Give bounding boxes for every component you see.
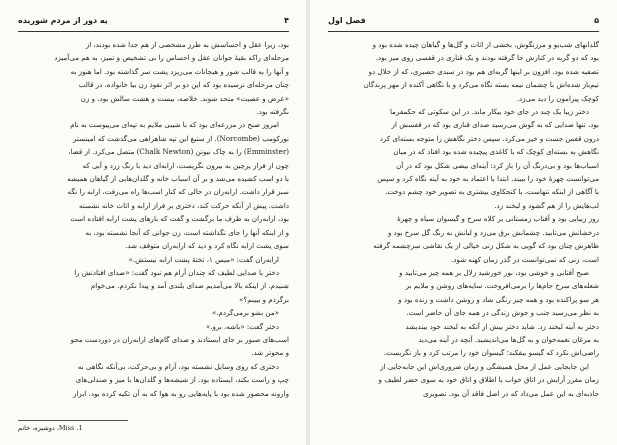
text-line: به نظر می‌رسید جنب و جوش زندگی در همه جای آن حاضر است. [406, 308, 599, 318]
text-line: راضی‌اش نکرد که گیسو بیفکند؛ گیسوان خود را مرتب کرد و باز نگریست. [383, 348, 599, 358]
text-line: زمان مقرر آرایش در اتاق خواب با اطلاق و اتاق خود به سوی حضر لطیف و [378, 375, 599, 385]
left-page-body [18, 38, 289, 400]
header-rule [328, 31, 599, 32]
text-line: تیم‌باز شده‌اش با چشمان نیمه بسته نگاه می‌کرد و با نگاهی آکنده از مهر پرندگان [363, 80, 599, 90]
text-line: کوچک پیرامون را دید می‌زد. [516, 93, 599, 103]
text-line: این جابجایی عمل از محل همیشگی و زمان ضروری‌اش این جابه‌جایی از [380, 361, 589, 371]
left-running-title: یه دور از مردم شوریده [18, 15, 108, 25]
text-line: دختر گفت: «باشه، برو.» [205, 321, 279, 331]
text-line: امروز صبح در مزرعه‌ای بود که با شیبی ملایم به تپه‌ای می‌پیوست به نام [70, 120, 279, 130]
right-page-header [328, 10, 599, 30]
text-line: وارونه محصور شده بود با پایه‌هایی رو به هوا که به آن تکیه کرده بود، ابزار [73, 388, 289, 398]
text-line: چون از فراز پرچین به بیرون نگریست، ارابه‌ای دید با رنگ زرد و آبی که [82, 160, 289, 170]
text-line: سوی پشت ارابه نگاه کرد و دید که ارابه‌ران متوقف شد. [125, 241, 289, 251]
text-line: «من بشو برمی‌گردم.» [211, 308, 279, 318]
text-line: دختر زیبا یک چند در جای خود بیکار ماند. در این سکوتی که حکمفرما [389, 107, 589, 117]
right-page-number: ۵ [594, 15, 599, 25]
text-line: نگاهش به بسته‌ای کوچک که با کاغذی پیچیده شده بود افتاد که در میان [393, 147, 599, 157]
text-line: شنیدم. از اینکه بالا می‌آمدیم صدای بلندی آمد و پیدا نکردم. می‌خوام [90, 281, 289, 291]
footnote: 1. Miss، دوشیزه، خانم [18, 424, 83, 432]
text-line: هر سو پراکنده بود و همه چیز رنگی شاد و روشن داشت و زنده بود و [398, 294, 599, 304]
text-line: «عرض و عصیت» متحد شوند. خلاصه، بیست و هشت سالش بود، و زن [80, 93, 289, 103]
text-line: و آنها را به قالب شور و هیجانات می‌ریزد پشت سر گذاشته بود. اما هنوز به [70, 66, 289, 76]
text-line: می‌توانست چهرهٔ خود را ببیند. ابتدا با اعتماد به خود به آینه نگاه کرد و سپس [377, 174, 599, 184]
text-line: و محوتر شد. [251, 348, 289, 358]
footnote-rule [18, 420, 128, 421]
text-line: بود، ارابه‌ران به طرف ما برگشت و گفت که بارهای پشت ارابه افتاده است [70, 214, 289, 224]
text-line: برگردم و ببینم؟» [239, 294, 289, 304]
right-page-body [328, 38, 599, 400]
text-line: بود، زیرا عقل و احساسش به طرز مشخصی از هم جدا شده بودند، از [85, 40, 289, 49]
right-page [310, 0, 617, 445]
text-line: است، زنی که نمی‌توانست در گذر زمان کهنه شود. [451, 254, 599, 264]
left-page [0, 0, 307, 445]
text-line: ظاهرش چنان بود که گویی به شکل زنی خیالی از یک نقاشی سرچشمه گرفته [373, 241, 599, 251]
text-line: مرحله‌ای راکه بقیهٔ جوانان عقل و احساس را بی تشخیص و تمیز، به هم می‌آمیزد [54, 53, 289, 63]
text-line: داشت. پیش از آنکه حرکت کند، دختری بر فراز ارابه و اثاث خانه نشسته [79, 200, 289, 210]
text-line: دختری که روی وسایل نشسته بود، آرام و بی‌حرکت، بی‌آنکه نگاهی به [77, 361, 279, 371]
text-line: با دو اسب کشیده می‌شد و بر آن اسباب خانه و گلدان‌هایی از گیاهان همیشه [67, 174, 289, 184]
text-line: لب‌هایش را از هم گشود و لبخند زد. [494, 200, 599, 210]
header-rule [18, 31, 289, 32]
text-line: اسب‌های صبور بر جای ایستادند و صدای گام‌های ارابه‌ران در دوردست محو [70, 334, 289, 344]
text-line: ارابه‌ران گفت: «میس‌ ۱، تختهٔ پشت ارابه نیستش.» [128, 254, 279, 264]
text-line: با آگاهی از اینکه تنهاست، با کنجکاوی بیشتری به تصویر خود چشم دوخت. [385, 187, 599, 197]
text-line: نگرفته بود. [256, 107, 289, 117]
text-line: به مرغان نغمه‌خوان و به گل‌ها می‌اندیشید. آنچه در آینه می‌دید [418, 334, 599, 344]
text-line: جاذبه‌ای به این عمل می‌داد که در اصل فاقد آن بود. تصویری [423, 388, 599, 398]
text-line: دختر با صدایی لطیف که چندان آرام هم نبود گفت: «صدای افتادنش را [74, 267, 279, 277]
text-line: و از اینکه آنها را جای نگذاشته است، زن جوانی که آنجا نشسته بود، به [85, 227, 289, 237]
text-line: بود، تنها صدایی که به گوش می‌رسید صدای قناری بود که در قفسش از [391, 120, 599, 130]
left-page-number: ۴ [284, 15, 289, 25]
text-line: درخشانش می‌تابید. چشمانش برق می‌زد و لبانش به رنگ گل سرخ بود و [387, 227, 599, 237]
right-running-title: فصل اول [328, 15, 366, 25]
text-line: گلدانهای شب‌بو و مرزنگوش، بخشی از اثاث و گل‌ها و گیاهان چیده شده بود و [372, 40, 599, 49]
text-line: سبز قرار داشت. ارابه‌ران در حالی که کنار اسب‌ها راه می‌رفت، ارابه را نگه [67, 187, 289, 197]
text-line: درون قفس جست و خیز می‌کرد. سپس دختر نگاهش را متوجه بسته‌ای کرد [379, 133, 599, 143]
left-page-header [18, 10, 289, 30]
text-line: چپ و راست بکند، ایستاده بود. از شیشه‌ها و گلدان‌ها با میز و صندلی‌های [75, 375, 289, 385]
text-line: بود که دو گربه در کنارش جا گرفته بودند و یک قناری در قفسی روی میز بود. [375, 53, 599, 63]
text-line: چنان مرحله‌ای نرسیده بود که این دو بر اثر نفوذ زن بیا خانواده، در قالب [78, 80, 289, 90]
text-line: نورکومب (Norcombe). از ستیغ این تپه شاهراهی می‌گذشت که امینستر [73, 133, 289, 143]
text-line: دختر به آینه لبخند زد. شاید دختر بیش از آنکه به لبخند خود بیندیشد [405, 321, 599, 331]
text-line: (Emminster) را به چاک نیوتن (Chalk Newton) متصل می‌کرد. از قضا، [68, 147, 289, 157]
text-line: روز زیبایی بود و آفتاب زمستانی بر کلاه سرخ و گیسوان سیاه و چهرهٔ [397, 214, 599, 224]
text-line: اسباب‌ها بود و بی‌درنگ آن را باز کرد: آینه‌ای بیضی شکل بود که در آن [396, 160, 599, 170]
text-line: شعله‌های سرخ جام‌ها را برمی‌افروخت. سایه‌های روشن و ملایم بر [405, 281, 599, 291]
text-line: صبح آفتابی و خوشی بود، نور خورشید زلال بر همه چیز می‌تابید و [399, 267, 589, 277]
text-line: تصفیه شده بود. افزون بر اینها گربه‌ای هم بود در سبدی حصیری، که از خلال دو [368, 66, 599, 76]
